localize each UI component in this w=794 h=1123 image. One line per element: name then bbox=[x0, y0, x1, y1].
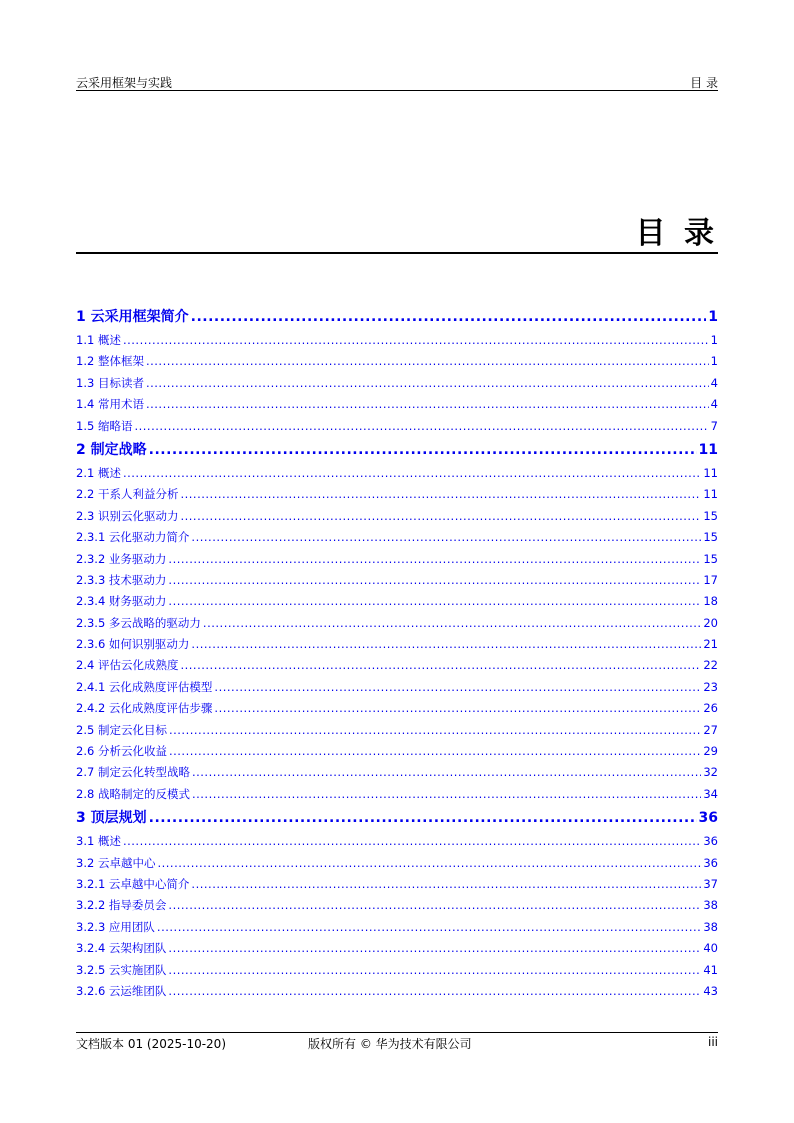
toc-page-number: 38 bbox=[703, 898, 718, 913]
page-footer bbox=[76, 1032, 718, 1051]
toc-title: 目 录 bbox=[635, 216, 718, 251]
toc-page-number: 29 bbox=[703, 744, 718, 759]
toc-page-number: 27 bbox=[703, 722, 718, 737]
footer-copyright: 版权所有 © 华为技术有限公司 bbox=[308, 1037, 472, 1051]
toc-entry-label: 3.2.6 云运维团队 bbox=[76, 983, 167, 998]
toc-entry-label: 3.2.1 云卓越中心简介 bbox=[76, 876, 190, 891]
toc-section-link[interactable] bbox=[76, 960, 718, 981]
toc-dot-leader bbox=[149, 805, 697, 831]
toc-page-number: 43 bbox=[703, 983, 718, 998]
toc-dot-leader bbox=[123, 463, 701, 484]
toc-page-number: 36 bbox=[703, 855, 718, 870]
toc-section-link[interactable] bbox=[76, 416, 718, 437]
toc-dot-leader bbox=[191, 634, 701, 655]
toc-page-number: 1 bbox=[710, 354, 718, 369]
toc-entry-label: 2.3.6 如何识别驱动力 bbox=[76, 637, 190, 652]
table-of-contents bbox=[76, 304, 718, 1002]
toc-dot-leader bbox=[203, 613, 701, 634]
toc-dot-leader bbox=[157, 853, 701, 874]
toc-page-number: 23 bbox=[703, 679, 718, 694]
toc-entry-label: 2.3.4 财务驱动力 bbox=[76, 594, 167, 609]
toc-dot-leader bbox=[169, 741, 701, 762]
toc-dot-leader bbox=[168, 895, 701, 916]
toc-dot-leader bbox=[146, 394, 709, 415]
toc-page-number: 41 bbox=[703, 962, 718, 977]
toc-section-link[interactable] bbox=[76, 853, 718, 874]
toc-page-number: 4 bbox=[710, 397, 718, 412]
toc-entry-label: 1.5 缩略语 bbox=[76, 418, 133, 433]
toc-page-number: 17 bbox=[703, 572, 718, 587]
toc-dot-leader bbox=[191, 304, 707, 330]
toc-page-number: 38 bbox=[703, 919, 718, 934]
toc-section-link[interactable] bbox=[76, 895, 718, 916]
toc-entry-label: 2.4.2 云化成熟度评估步骤 bbox=[76, 701, 213, 716]
toc-dot-leader bbox=[191, 527, 701, 548]
toc-section-link[interactable] bbox=[76, 549, 718, 570]
toc-page-number: 32 bbox=[703, 765, 718, 780]
toc-page-number: 20 bbox=[703, 615, 718, 630]
toc-page-number: 11 bbox=[703, 487, 718, 502]
toc-section-link[interactable] bbox=[76, 613, 718, 634]
toc-entry-label: 2.1 概述 bbox=[76, 465, 121, 480]
toc-dot-leader bbox=[192, 762, 701, 783]
toc-dot-leader bbox=[168, 938, 701, 959]
toc-entry-label: 2.6 分析云化收益 bbox=[76, 744, 167, 759]
toc-section-link[interactable] bbox=[76, 655, 718, 676]
toc-page-number: 21 bbox=[703, 637, 718, 652]
toc-section-link[interactable] bbox=[76, 570, 718, 591]
toc-dot-leader bbox=[214, 677, 701, 698]
toc-entry-label: 2.3.1 云化驱动力简介 bbox=[76, 530, 190, 545]
toc-dot-leader bbox=[123, 330, 709, 351]
toc-dot-leader bbox=[168, 981, 701, 1002]
toc-dot-leader bbox=[146, 351, 709, 372]
toc-dot-leader bbox=[168, 591, 701, 612]
toc-entry-label: 3.2.4 云架构团队 bbox=[76, 941, 167, 956]
header-section: 目 录 bbox=[690, 76, 718, 90]
toc-section-link[interactable] bbox=[76, 463, 718, 484]
toc-entry-label: 2 制定战略 bbox=[76, 441, 147, 458]
toc-entry-label: 2.3.5 多云战略的驱动力 bbox=[76, 615, 201, 630]
toc-entry-label: 2.4.1 云化成熟度评估模型 bbox=[76, 679, 213, 694]
toc-entry-label: 2.4 评估云化成熟度 bbox=[76, 658, 179, 673]
toc-entry-label: 1.3 目标读者 bbox=[76, 375, 144, 390]
toc-page-number: 36 bbox=[698, 810, 718, 827]
toc-dot-leader bbox=[180, 655, 701, 676]
toc-page-number: 15 bbox=[703, 530, 718, 545]
toc-dot-leader bbox=[169, 720, 701, 741]
toc-section-link[interactable] bbox=[76, 591, 718, 612]
toc-dot-leader bbox=[180, 484, 701, 505]
toc-section-link[interactable] bbox=[76, 394, 718, 415]
toc-section-link[interactable] bbox=[76, 698, 718, 719]
toc-section-link[interactable] bbox=[76, 874, 718, 895]
toc-section-link[interactable] bbox=[76, 741, 718, 762]
toc-entry-label: 2.3 识别云化驱动力 bbox=[76, 508, 179, 523]
toc-dot-leader bbox=[168, 549, 701, 570]
header-book-title: 云采用框架与实践 bbox=[76, 76, 173, 90]
toc-entry-label: 3.1 概述 bbox=[76, 834, 121, 849]
toc-page-number: 11 bbox=[698, 441, 718, 458]
page-header bbox=[76, 72, 718, 91]
toc-entry-label: 3.2 云卓越中心 bbox=[76, 855, 156, 870]
toc-entry-label: 1.1 概述 bbox=[76, 333, 121, 347]
toc-section-link[interactable] bbox=[76, 527, 718, 548]
toc-page-number: 18 bbox=[703, 594, 718, 609]
toc-entry-label: 1 云采用框架简介 bbox=[76, 309, 189, 325]
toc-section-link[interactable] bbox=[76, 784, 718, 805]
toc-section-link[interactable] bbox=[76, 917, 718, 938]
toc-dot-leader bbox=[191, 874, 701, 895]
toc-entry-label: 2.7 制定云化转型战略 bbox=[76, 765, 190, 780]
toc-section-link[interactable] bbox=[76, 981, 718, 1002]
toc-entry-label: 2.8 战略制定的反模式 bbox=[76, 786, 190, 801]
toc-page-number: 22 bbox=[703, 658, 718, 673]
toc-section-link[interactable] bbox=[76, 677, 718, 698]
toc-section-link[interactable] bbox=[76, 720, 718, 741]
toc-entry-label: 1.2 整体框架 bbox=[76, 354, 144, 369]
toc-dot-leader bbox=[134, 416, 708, 437]
toc-entry-label: 2.2 干系人利益分析 bbox=[76, 487, 179, 502]
toc-dot-leader bbox=[168, 570, 701, 591]
toc-section-link[interactable] bbox=[76, 330, 718, 351]
toc-entry-label: 3.2.2 指导委员会 bbox=[76, 898, 167, 913]
toc-page-number: 7 bbox=[710, 418, 718, 433]
toc-chapter-link[interactable] bbox=[76, 304, 718, 330]
toc-dot-leader bbox=[168, 960, 701, 981]
toc-page-number: 1 bbox=[710, 333, 718, 347]
toc-page-number: 1 bbox=[708, 309, 718, 325]
toc-entry-label: 3.2.3 应用团队 bbox=[76, 919, 155, 934]
toc-page-number: 34 bbox=[703, 786, 718, 801]
toc-section-link[interactable] bbox=[76, 506, 718, 527]
toc-dot-leader bbox=[149, 437, 697, 463]
toc-chapter-link[interactable] bbox=[76, 805, 718, 831]
toc-dot-leader bbox=[123, 831, 701, 852]
toc-page-number: 4 bbox=[710, 375, 718, 390]
toc-section-link[interactable] bbox=[76, 484, 718, 505]
toc-dot-leader bbox=[192, 784, 701, 805]
toc-section-link[interactable] bbox=[76, 831, 718, 852]
toc-entry-label: 2.3.2 业务驱动力 bbox=[76, 551, 167, 566]
footer-page-number: iii bbox=[707, 1035, 718, 1049]
toc-entry-label: 2.3.3 技术驱动力 bbox=[76, 572, 167, 587]
toc-section-link[interactable] bbox=[76, 938, 718, 959]
toc-dot-leader bbox=[214, 698, 701, 719]
toc-page-number: 36 bbox=[703, 834, 718, 849]
toc-page-number: 15 bbox=[703, 508, 718, 523]
toc-chapter-link[interactable] bbox=[76, 437, 718, 463]
toc-page-number: 11 bbox=[703, 465, 718, 480]
toc-section-link[interactable] bbox=[76, 351, 718, 372]
footer-version: 文档版本 01 (2025-10-20) bbox=[76, 1037, 227, 1051]
toc-dot-leader bbox=[146, 373, 709, 394]
toc-dot-leader bbox=[180, 506, 701, 527]
toc-entry-label: 3.2.5 云实施团队 bbox=[76, 962, 167, 977]
toc-page-number: 26 bbox=[703, 701, 718, 716]
toc-dot-leader bbox=[157, 917, 701, 938]
toc-entry-label: 2.5 制定云化目标 bbox=[76, 722, 167, 737]
toc-section-link[interactable] bbox=[76, 634, 718, 655]
toc-page-number: 15 bbox=[703, 551, 718, 566]
toc-page-number: 40 bbox=[703, 941, 718, 956]
title-rule bbox=[76, 252, 718, 254]
toc-entry-label: 3 顶层规划 bbox=[76, 810, 147, 827]
toc-section-link[interactable] bbox=[76, 762, 718, 783]
toc-section-link[interactable] bbox=[76, 373, 718, 394]
toc-entry-label: 1.4 常用术语 bbox=[76, 397, 144, 412]
toc-page-number: 37 bbox=[703, 876, 718, 891]
